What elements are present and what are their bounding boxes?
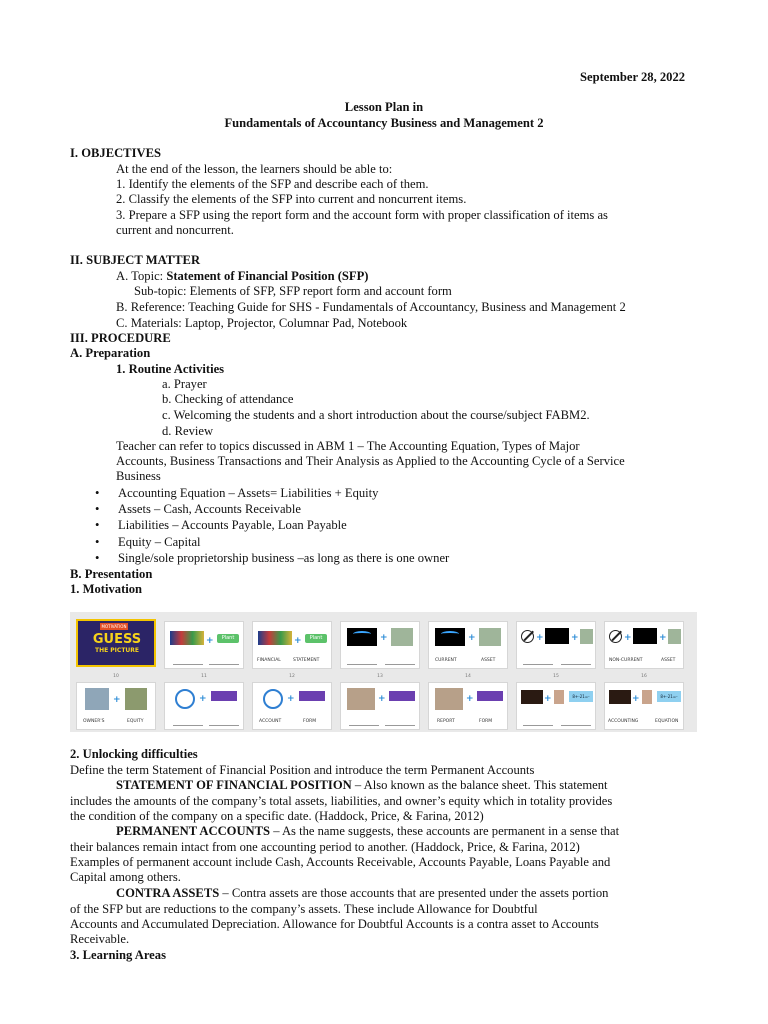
person-picture <box>435 688 463 710</box>
form-picture <box>299 691 325 701</box>
money-picture <box>391 628 413 646</box>
money-picture <box>580 629 593 644</box>
slide-number: 10 <box>113 674 119 679</box>
slide-thumbnail <box>164 682 244 730</box>
plus-icon: + <box>199 694 207 704</box>
permanent-definition-line: Examples of permanent account include Cash, Accounts Receivable, Accounts Payable, Loans Payable and <box>70 855 611 869</box>
slide-thumbnail <box>604 621 684 669</box>
objective-item: current and noncurrent. <box>116 223 234 237</box>
plus-icon: + <box>287 694 295 704</box>
motivation-heading: 1. Motivation <box>70 582 143 596</box>
review-text: Teacher can refer to topics discussed in ABM 1 – The Accounting Equation, Types of Major <box>116 439 580 453</box>
review-text: Accounts, Business Transactions and Their Analysis as Applied to the Accounting Cycle of a Service <box>116 454 625 468</box>
routine-item: a. Prayer <box>162 377 207 391</box>
sfp-definition-line: includes the amounts of the company’s total assets, liabilities, and owner’s equity which in totality provides <box>70 794 613 808</box>
slide-thumbnail <box>164 621 244 669</box>
plant-word: Plant <box>217 634 239 643</box>
subject-heading: II. SUBJECT MATTER <box>70 253 201 267</box>
permanent-term: PERMANENT ACCOUNTS <box>116 824 271 838</box>
preparation-heading: A. Preparation <box>70 346 151 360</box>
slide-label: ASSET <box>481 658 496 663</box>
person-picture <box>347 688 375 710</box>
user-icon <box>175 689 195 709</box>
people-picture <box>125 688 147 710</box>
plus-icon: + <box>206 636 214 646</box>
collage-picture <box>170 631 204 645</box>
black-picture <box>633 628 657 644</box>
black-picture <box>545 628 569 644</box>
procedure-heading: III. PROCEDURE <box>70 331 171 345</box>
slide-number: 14 <box>465 674 471 679</box>
unlocking-intro: Define the term Statement of Financial Position and introduce the term Permanent Accounts <box>70 763 535 777</box>
slide-number: 13 <box>377 674 383 679</box>
plus-icon: + <box>378 694 386 704</box>
motivation-tag: MOTIVATION <box>101 624 127 629</box>
house-picture <box>85 688 109 710</box>
slide-label: CURRENT <box>435 658 457 663</box>
routine-item: c. Welcoming the students and a short introduction about the course/subject FABM2. <box>162 408 590 422</box>
plus-icon: + <box>294 636 302 646</box>
permanent-definition-line: PERMANENT ACCOUNTS – As the name suggests, these accounts are permanent in a sense that <box>116 824 620 838</box>
guess-subtitle: THE PICTURE <box>94 647 140 654</box>
contra-definition-line: Receivable. <box>70 932 130 946</box>
routine-item: d. Review <box>162 424 214 438</box>
topic-value: Statement of Financial Position (SFP) <box>166 269 369 283</box>
permanent-definition-line: their balances remain intact from one accounting period to another. (Haddock, Price, & Farina, 2012) <box>70 840 580 854</box>
slide-thumbnail <box>76 682 156 730</box>
slide-label: NON-CURRENT <box>609 658 643 663</box>
plant-word: Plant <box>305 634 327 643</box>
plus-icon: + <box>113 695 121 705</box>
formula-box: 8+-21=- <box>657 691 681 702</box>
sfp-definition-line: the condition of the company on a specific date. (Haddock, Price, & Farina, 2012) <box>70 809 484 823</box>
dark-picture <box>609 690 631 704</box>
slide-label: ACCOUNT <box>259 719 282 724</box>
review-text: Business <box>116 469 161 483</box>
document-date: September 28, 2022 <box>580 70 686 84</box>
slide-number: 15 <box>553 674 559 679</box>
routine-heading: 1. Routine Activities <box>116 362 225 376</box>
plus-icon: + <box>536 633 544 643</box>
slide-label: FORM <box>479 719 493 724</box>
sfp-term: STATEMENT OF FINANCIAL POSITION <box>116 778 352 792</box>
topic-line <box>116 269 369 285</box>
objective-item: 2. Classify the elements of the SFP into current and noncurrent items. <box>116 192 467 206</box>
plus-icon: + <box>571 633 579 643</box>
title-line-1: Lesson Plan in <box>344 100 424 114</box>
slide-number: 16 <box>641 674 647 679</box>
permanent-definition-line: Capital among others. <box>70 870 181 884</box>
user-icon <box>263 689 283 709</box>
slide-thumbnail <box>252 621 332 669</box>
subtopic-line: Sub-topic: Elements of SFP, SFP report form and account form <box>134 284 452 298</box>
plus-icon: + <box>380 633 388 643</box>
slide-thumbnails-image <box>70 612 697 732</box>
slide-thumbnail <box>252 682 332 730</box>
slide-number: 12 <box>289 674 295 679</box>
money-picture <box>668 629 681 644</box>
presentation-heading: B. Presentation <box>70 567 153 581</box>
slide-thumbnail <box>340 682 420 730</box>
plus-icon: + <box>659 633 667 643</box>
slide-label: STATEMENT <box>293 658 320 663</box>
slide-label: REPORT <box>437 719 455 724</box>
slide-label: OWNER'S <box>83 719 105 724</box>
dark-picture <box>521 690 543 704</box>
slide-label: ASSET <box>661 658 676 663</box>
slide-label: EQUITY <box>127 719 144 724</box>
slide-number: 11 <box>201 674 207 679</box>
slide-thumbnail <box>428 621 508 669</box>
figure-picture <box>642 690 652 704</box>
topic-prefix: A. Topic: <box>116 269 167 283</box>
slide-thumbnail <box>604 682 684 730</box>
routine-item: b. Checking of attendance <box>162 392 294 406</box>
plus-icon: + <box>624 633 632 643</box>
form-picture <box>211 691 237 701</box>
learning-areas-heading: 3. Learning Areas <box>70 948 166 962</box>
guess-title: GUESS <box>92 632 142 647</box>
figure-picture <box>554 690 564 704</box>
slide-thumbnail <box>340 621 420 669</box>
form-picture <box>477 691 503 701</box>
collage-picture <box>258 631 292 645</box>
materials-line: C. Materials: Laptop, Projector, Columnar Pad, Notebook <box>116 316 408 330</box>
objectives-intro: At the end of the lesson, the learners should be able to: <box>116 162 393 176</box>
contra-definition-line: of the SFP but are reductions to the company’s assets. These include Allowance for Doubtful <box>70 902 538 916</box>
slide-label: FORM <box>303 719 317 724</box>
title-line-2: Fundamentals of Accountancy Business and Management 2 <box>224 116 544 130</box>
objective-item: 1. Identify the elements of the SFP and describe each of them. <box>116 177 429 191</box>
contra-term: CONTRA ASSETS <box>116 886 220 900</box>
slide-thumbnail <box>76 619 156 667</box>
money-picture <box>479 628 501 646</box>
slide-label: ACCOUNTING <box>608 719 639 724</box>
formula-box: 8+-21=- <box>569 691 593 702</box>
unlocking-heading: 2. Unlocking difficulties <box>70 747 198 761</box>
slide-thumbnail <box>516 682 596 730</box>
form-picture <box>389 691 415 701</box>
slide-thumbnail <box>428 682 508 730</box>
sfp-definition-line: STATEMENT OF FINANCIAL POSITION – Also known as the balance sheet. This statement <box>116 778 608 792</box>
slide-thumbnail <box>516 621 596 669</box>
objective-item: 3. Prepare a SFP using the report form and the account form with proper classification of items as <box>116 208 608 222</box>
plus-icon: + <box>466 694 474 704</box>
contra-definition-line: CONTRA ASSETS – Contra assets are those accounts that are presented under the assets portion <box>116 886 609 900</box>
plus-icon: + <box>632 694 640 704</box>
slide-label: FINANCIAL <box>257 658 281 663</box>
contra-definition-line: Accounts and Accumulated Depreciation. Allowance for Doubtful Accounts is a contra asset to Accounts <box>70 917 599 931</box>
slide-label: EQUATION <box>655 719 679 724</box>
plus-icon: + <box>544 694 552 704</box>
objectives-heading: I. OBJECTIVES <box>70 146 161 160</box>
reference-line: B. Reference: Teaching Guide for SHS - Fundamentals of Accountancy, Business and Management 2 <box>116 300 626 314</box>
plus-icon: + <box>468 633 476 643</box>
